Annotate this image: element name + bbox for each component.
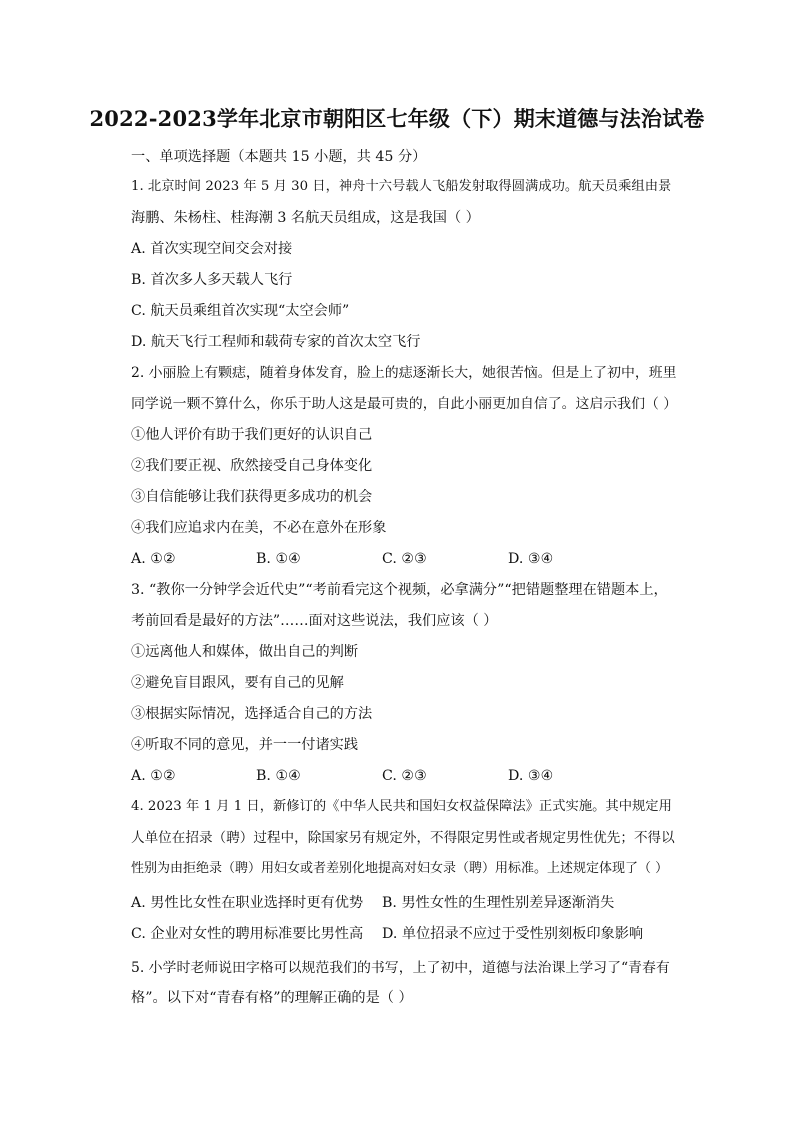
q4-stem-line3: 性别为由拒绝录（聘）用妇女或者差别化地提高对妇女录（聘）用标准。上述规定体现了（ ）	[131, 861, 669, 876]
q2-stem-line1: 2. 小丽脸上有颗痣，随着身体发育，脸上的痣逐渐长大，她很苦恼。但是上了初中，班里	[131, 365, 677, 381]
q3-option-a: A. ①②	[131, 768, 176, 784]
q4-option-d: D. 单位招录不应过于受性别刻板印象影响	[382, 926, 644, 942]
q2-option-c: C. ②③	[382, 551, 427, 567]
q3-statement-1: ①远离他人和媒体，做出自己的判断	[131, 644, 359, 660]
q3-option-c: C. ②③	[382, 768, 427, 784]
q2-statement-1: ①他人评价有助于我们更好的认识自己	[131, 427, 373, 443]
q5-stem-line1: 5. 小学时老师说田字格可以规范我们的书写，上了初中，道德与法治课上学习了“青春有	[131, 960, 670, 976]
q1-stem-line1: 1. 北京时间 2023 年 5 月 30 日，神舟十六号载人飞船发射取得圆满成功。航天员乘组由景	[131, 179, 672, 194]
q3-stem-line1: 3. “教你一分钟学会近代史”“考前看完这个视频，必拿满分”“把错题整理在错题本上，	[131, 582, 668, 598]
q2-statement-4: ④我们应追求内在美，不必在意外在形象	[131, 520, 387, 536]
q2-stem-line2: 同学说一颗不算什么，你乐于助人这是最可贵的，自此小丽更加自信了。这启示我们（ ）	[131, 396, 678, 412]
q2-statement-3: ③自信能够让我们获得更多成功的机会	[131, 489, 373, 505]
q1-option-a: A. 首次实现空间交会对接	[131, 241, 293, 257]
q3-statement-4: ④听取不同的意见，并一一付诸实践	[131, 737, 359, 753]
q2-option-a: A. ①②	[131, 551, 176, 567]
q4-option-c: C. 企业对女性的聘用标准要比男性高	[131, 926, 364, 942]
q3-stem-line2: 考前回看是最好的方法”……面对这些说法，我们应该（ ）	[131, 613, 498, 629]
q4-option-b: B. 男性女性的生理性别差异逐渐消失	[382, 895, 615, 911]
q1-option-d: D. 航天飞行工程师和载荷专家的首次太空飞行	[131, 334, 421, 350]
q3-statement-2: ②避免盲目跟风，要有自己的见解	[131, 675, 344, 691]
exam-title: 2022-2023学年北京市朝阳区七年级（下）期末道德与法治试卷	[89, 106, 705, 131]
q3-option-d: D. ③④	[508, 768, 554, 784]
q3-statement-3: ③根据实际情况，选择适合自己的方法	[131, 706, 373, 722]
q2-statement-2: ②我们要正视、欣然接受自己身体变化	[131, 458, 373, 474]
q1-option-b: B. 首次多人多天载人飞行	[131, 272, 293, 288]
q4-option-a: A. 男性比女性在职业选择时更有优势	[131, 895, 364, 911]
q1-option-c: C. 航天员乘组首次实现“太空会师”	[131, 303, 350, 319]
q1-stem-line2: 海鹏、朱杨柱、桂海潮 3 名航天员组成，这是我国（ ）	[131, 210, 480, 226]
q3-option-b: B. ①④	[256, 768, 301, 784]
q2-option-d: D. ③④	[508, 551, 554, 567]
q5-stem-line2: 格”。以下对“青春有格”的理解正确的是（ ）	[131, 990, 413, 1006]
q2-option-b: B. ①④	[256, 551, 301, 567]
q4-stem-line2: 人单位在招录（聘）过程中，除国家另有规定外，不得限定男性或者规定男性优先；不得以	[131, 830, 675, 846]
q4-stem-line1: 4. 2023 年 1 月 1 日，新修订的《中华人民共和国妇女权益保障法》正式实施。其中规定用	[131, 799, 672, 814]
section-heading: 一、单项选择题（本题共 15 小题，共 45 分）	[131, 149, 427, 165]
